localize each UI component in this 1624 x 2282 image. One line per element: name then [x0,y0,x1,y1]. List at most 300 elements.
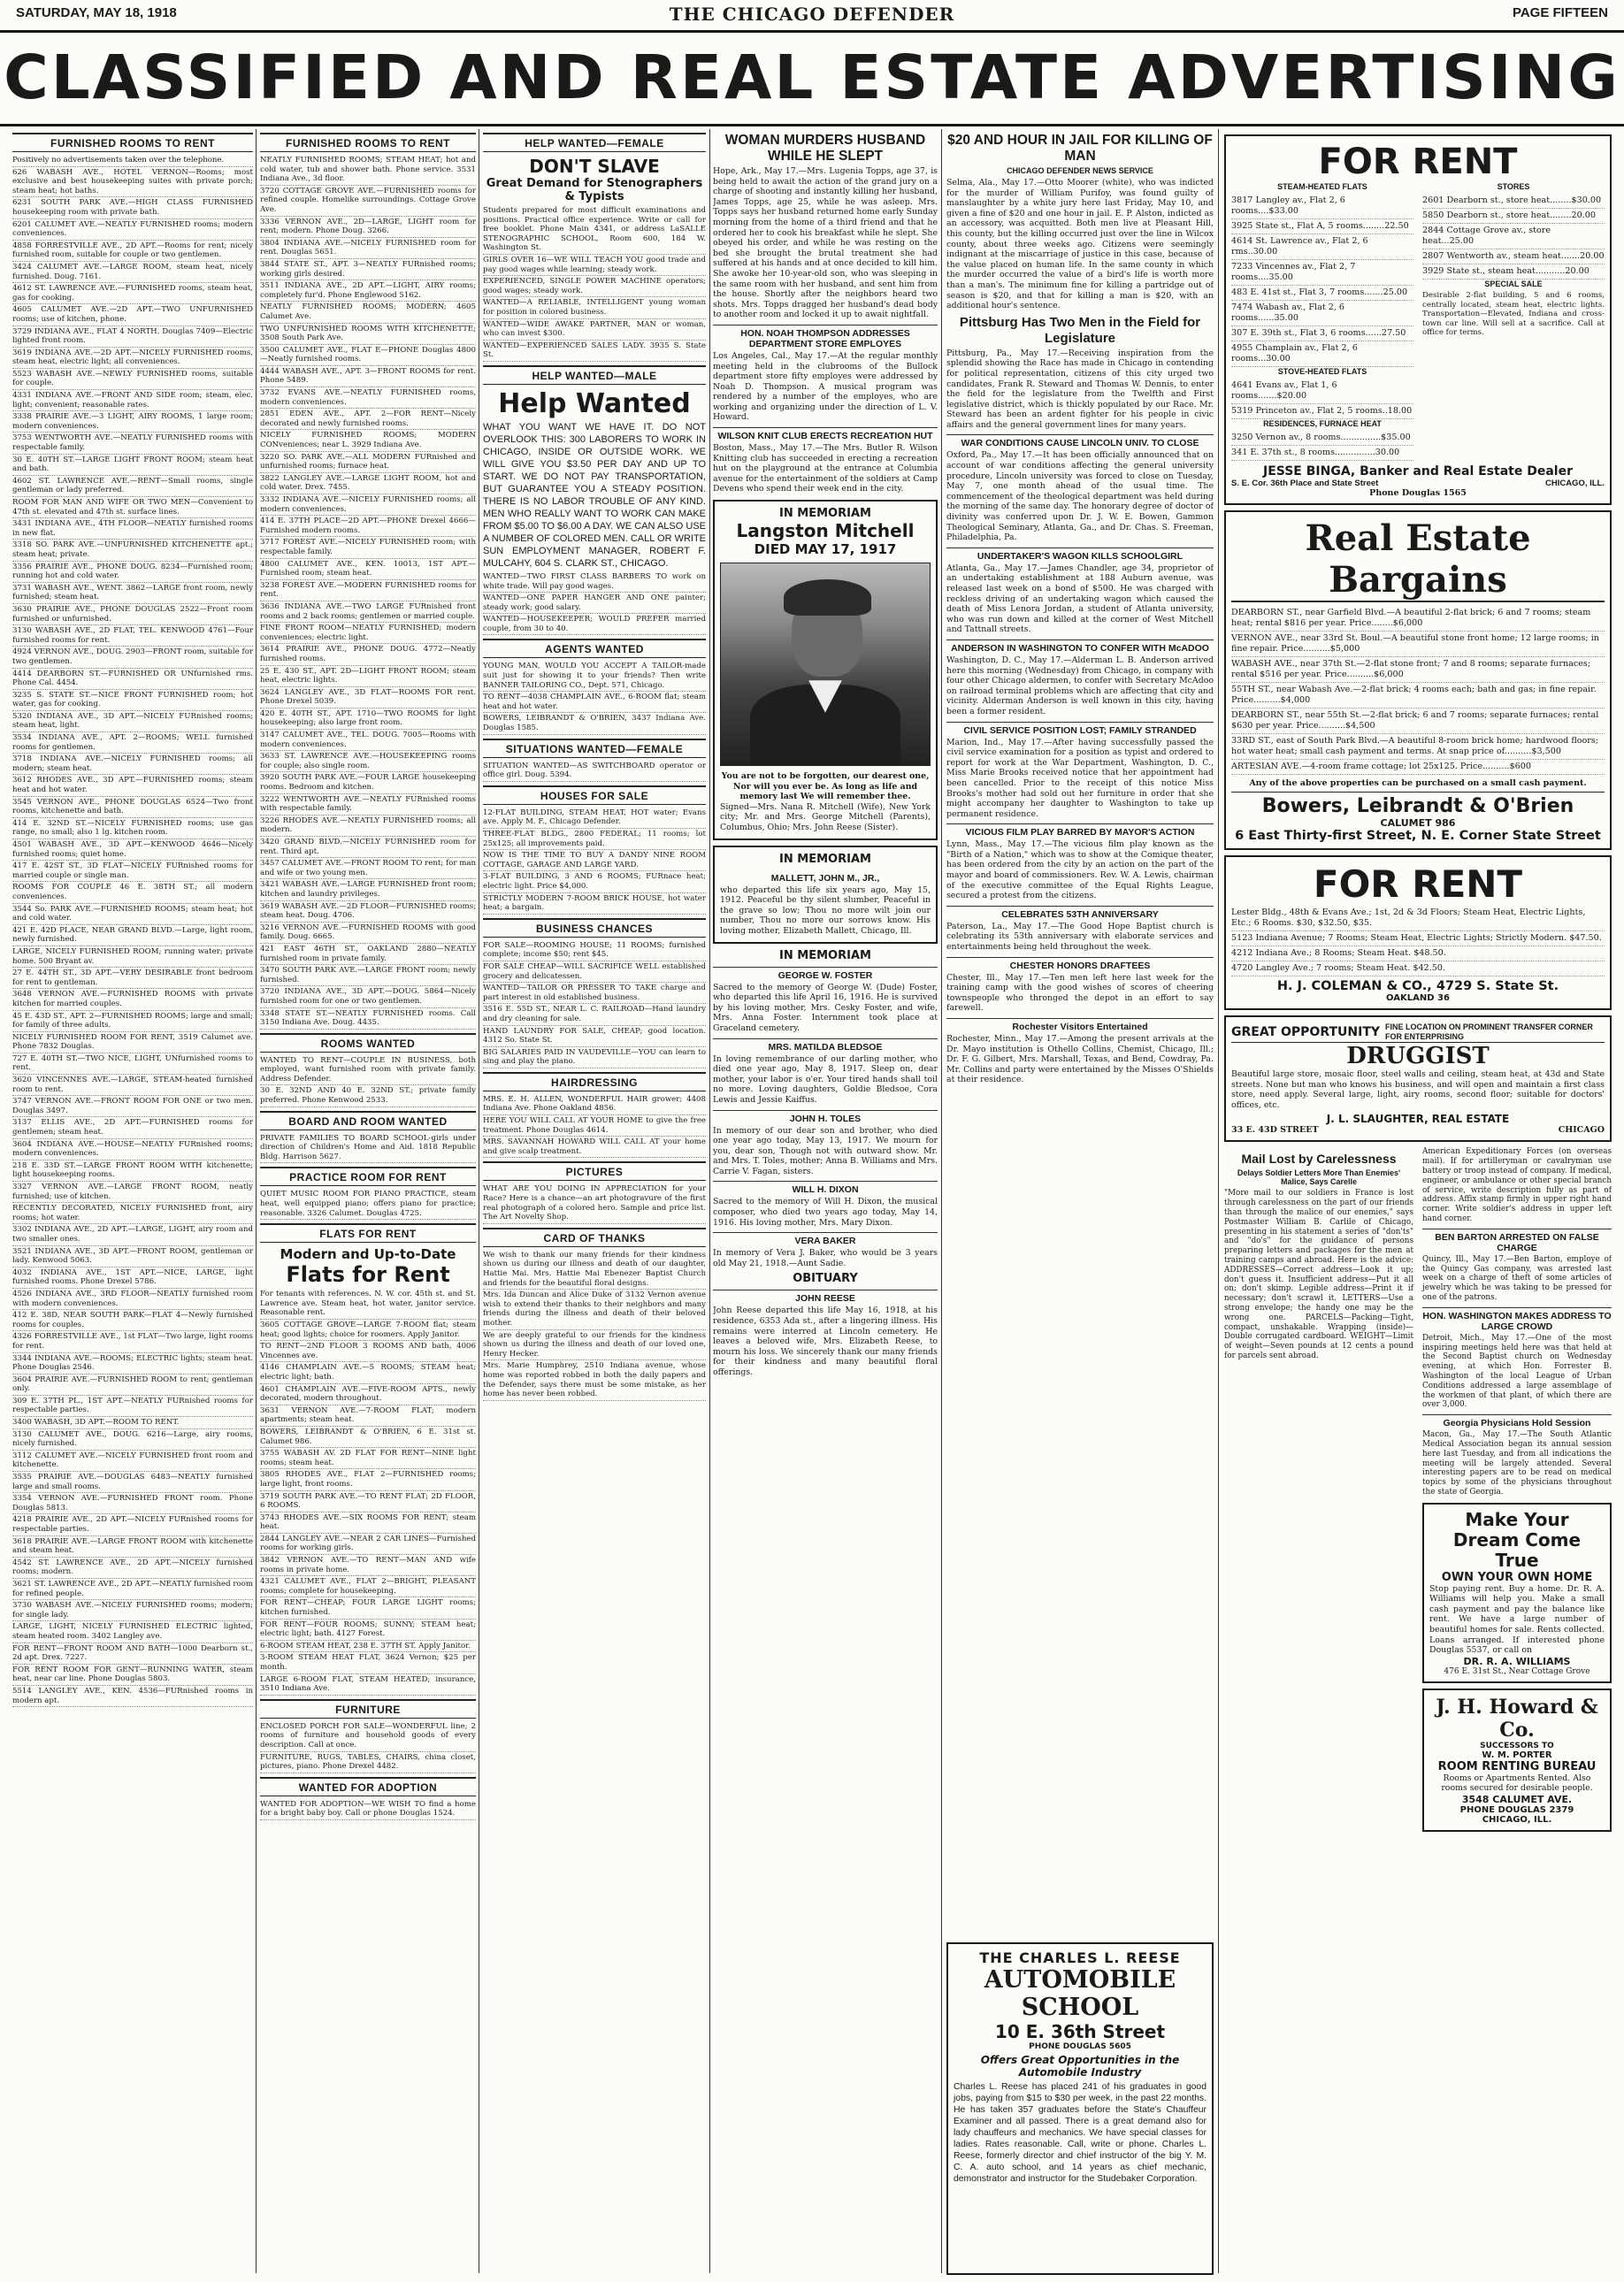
classified-ad: 4146 CHAMPLAIN AVE.—5 ROOMS; STEAM heat; electric light; bath. [260,1363,476,1383]
column-furnished-rooms-2 [260,129,476,2278]
auto-school-ad [946,1942,1214,2275]
classified-ad: 3630 PRAIRIE AVE., PHONE DOUGLAS 2522—Front room furnished or unfurnished. [12,605,253,625]
section-heading: BUSINESS CHANCES [483,918,706,938]
classified-ad: Positively no advertisements taken over the telephone. [12,156,253,167]
classified-ad: 3720 COTTAGE GROVE AVE.—FURNISHED rooms for refined couple. Homelike surroundings. Cottage Grove Ave. [260,187,476,217]
memoriam-body: In loving remembrance of our darling mother, who died one year ago, May 8, 1917. Sleep on, dear mother, your labor is o'er. Your tired hands shall toil no more. Loving daughters, Goldie Bledsoe, Cora Lewis and Jessie Kaiffus. [713,1053,938,1105]
classified-ad: 3431 INDIANA AVE., 4TH FLOOR—NEATLY furnished rooms in new flat. [12,519,253,540]
story-headline: CHESTER HONORS DRAFTEES [946,957,1214,971]
classified-ad: 414 E. 37TH PLACE—2D APT.—PHONE Drexel 4666—Furnished modern rooms. [260,517,476,537]
classified-ad: 626 WABASH AVE., HOTEL VERNON—Rooms; most exclusive and best housekeeping suites with private porch; steam heat; hot baths. [12,168,253,198]
williams-home-ad [1422,1503,1612,1683]
story-body: Detroit, Mich., May 17.—One of the most inspiring meetings held here was that held at the Second Baptist church on Wednesday evening, at which Hon. Forrester B. Washington of the local League of Urban Conditions addressed a large assemblage of the workmen of that plant, of which there are over 3,000. [1422,1333,1612,1410]
story-headline: HON. WASHINGTON MAKES ADDRESS TO LARGE CROWD [1422,1307,1612,1332]
classified-ad: EXPERIENCED, SINGLE POWER MACHINE operators; good wages; steady work. [483,277,706,297]
classified-ad: BOWERS, LEIBRANDT & O'BRIEN, 3437 Indiana Ave. Douglas 1585. [483,714,706,734]
memoriam-body: In memory of Vera J. Baker, who would be 3 years old May 21, 1918.—Aunt Sadie. [713,1248,938,1268]
classified-ad: 3544 So. PARK AVE.—FURNISHED ROOMS; steam heat; hot and cold water. [12,905,253,925]
bargain-listing: 33RD ST., east of South Park Blvd.—A beautiful 8-room brick home; hardwood floors; hot water heat; small cash payment and terms. At snap price of..........$3,500 [1231,734,1605,760]
classified-ad: 3618 PRAIRIE AVE.—LARGE FRONT ROOM with kitchenette and steam heat. [12,1537,253,1558]
classified-ad: NEATLY FURNISHED ROOMS; MODERN; 4605 Calumet Ave. [260,302,476,323]
classified-ad: 3235 S. STATE ST.—NICE FRONT FURNISHED room; hot water, gas for cooking. [12,691,253,711]
classified-ad: 3130 WABASH AVE., 2D FLAT, TEL. KENWOOD 4761—Four furnished rooms for rent. [12,626,253,647]
classified-ad: 420 E. 40TH ST., APT. 1710—TWO ROOMS for light housekeeping; also large front room. [260,709,476,730]
rental-listing: 2844 Cottage Grove av., store heat...25.00 [1422,224,1605,249]
column-real-estate [1224,129,1612,2278]
classified-ad: 3302 INDIANA AVE., 2D APT.—LARGE, LIGHT, airy room and two smaller ones. [12,1225,253,1245]
auto-school-offers: Offers Great Opportunities in the Automobile Industry [980,2054,1180,2079]
classified-ad: NOW IS THE TIME TO BUY A DANDY NINE ROOM COTTAGE, GARAGE AND LARGE YARD. [483,851,706,871]
classified-ad: 5523 WABASH AVE.—NEWLY FURNISHED rooms, suitable for couple. [12,370,253,390]
classified-list [12,156,253,1707]
classified-ad: 3457 CALUMET AVE.—FRONT ROOM TO rent; for man and wife or two young men. [260,859,476,879]
header-rule [0,30,1624,33]
story-body: Selma, Ala., May 17.—Otto Moorer (white), who was indicted for the murder of William Purifoy, was found guilty of manslaughter by a white jury here last Friday, May 10, and given a fine of $20 and one hour in jail. E. P. Alston, indicted as an accessory, was acquitted. Both men live at Pleasant Hill, this county, but the killing occurred just over the line in Wilcox county, about three weeks ago. Citizens were seemingly indignant at the miscarriage of justice in this case, because of the value placed on human life. In the same county in which the murder occurred the value of a bird's life is worth more than a man's. The minimum fine for killing a partridge out of season is $20, and that for killing a man is $20, with an additional hour's sentence. [946,178,1214,311]
classified-ad: 3753 WENTWORTH AVE.—NEATLY FURNISHED rooms with respectable family. [12,433,253,454]
story-body: Marion, Ind., May 17.—After having successfully passed the civil service examination for a position as typist and ordered to report for work at the War Department, Washington, D. C., Miss Marie Brooks received notice that her appointment had been cancelled. Prior to the receipt of this notice Miss Brooks's mother had sold out her furniture in order that she might accompany her daughter to Washington to take up permanent residence. [946,737,1214,819]
card-of-thanks: Mrs. Marie Humphrey, 2510 Indiana avenue, whose home was reported robbed in both the daily papers and the Defender, says there must be some mistake, as her home has never been robbed. [483,1361,706,1400]
bargain-listing: WABASH AVE., near 37th St.—2-flat stone front; 7 and 8 rooms; separate furnaces; rental $516 per year. Price..........$6,000 [1231,657,1605,683]
story-body: Los Angeles, Cal., May 17.—At the regular monthly meeting held in the clubrooms of the Bullock department store fifty employes were addressed by Noah D. Thompson. A musical program was rendered by a number of the employes, who are working and organizing under the direction of L. V. Howard. [713,350,938,423]
classified-ad: STRICTLY MODERN 7-ROOM BRICK HOUSE, hot water heat; a bargain. [483,894,706,915]
story-headline: CELEBRATES 53TH ANNIVERSARY [946,906,1214,920]
classified-ad: GIRLS OVER 16—WE WILL TEACH YOU good trade and pay good wages while learning; steady work. [483,256,706,276]
classified-ad: 5320 INDIANA AVE., 3D APT.—NICELY FURnished rooms; steam heat, light. [12,712,253,732]
classified-ad: WANTED—HOUSEKEEPER; WOULD PREFER married couple, from 30 to 40. [483,615,706,635]
memoriam-body: Sacred to the memory of Will H. Dixon, the musical composer, who died two years ago today, May 14, 1916. His loving mother, Mrs. Mary Dixon. [713,1197,938,1228]
binga-city: CHICAGO, ILL. [1544,479,1605,488]
story-body: "More mail to our soldiers in France is lost through carelessness on the part of our friends than through the malice of our enemies," says Postmaster William B. Carlile of Chicago, presenting in his statement a series of "don'ts" and "do's" for the guidance of persons preparing letters and packages for the men at training camps and abroad. Here is the advice: ADDRESSES—Correct address—Look it up; don't guess it. Insufficient address—Put it all on; don't skimp. Legible address—Print it if necessary; don't scrawl it. LETTERS—Use a strong envelope; the handy one may be the wrong one. PARCELS—Packing—Tight, compact, unshakable. Wrapping (inside)—Double corrugated cardboard. WEIGHT—Limit of weight—Seven pounds at 12 cents a pound for parcels sent abroad. [1224,1189,1413,1360]
classified-list [483,762,706,782]
rental-listing: 341 E. 37th st., 8 rooms...............30.00 [1231,446,1413,461]
classified-ad: WANTED—WIDE AWAKE PARTNER, MAN or woman, who can invest $300. [483,320,706,341]
classified-list [483,808,706,915]
classified-ad: 727 E. 40TH ST.—TWO NICE, LIGHT, UNfurnished rooms to rent. [12,1054,253,1075]
classified-ad: 3633 ST. LAWRENCE AVE.—HOUSEKEEPING rooms for couple; also single room. [260,752,476,772]
classified-ad: 3604 INDIANA AVE.—HOUSE—NEATLY FURnished rooms; modern conveniences. [12,1140,253,1160]
real-estate-bargains-ad [1224,510,1612,850]
memoriam-name: Langston Mitchell [736,520,915,542]
druggist-title: DRUGGIST [1346,1043,1490,1069]
classified-ad: 3717 FOREST AVE.—NICELY FURNISHED room; with respectable family. [260,538,476,558]
classified-ad: 3731 WABASH AVE., WENT. 3862—LARGE front room, newly furnished; steam heat. [12,584,253,604]
dont-slave-title: DON'T SLAVE [529,156,660,177]
classified-ad: WANTED—EXPERIENCED SALES LADY. 3935 S. State St. [483,341,706,362]
classified-ad: 4605 CALUMET AVE.—2D APT.—TWO UNFURNISHED rooms; use of kitchen, phone. [12,305,253,325]
classified-ad: 4326 FORRESTVILLE AVE., 1st FLAT—Two large, light rooms for rent. [12,1332,253,1352]
williams-address: 476 E. 31st St., Near Cottage Grove [1444,1666,1590,1676]
classified-ad: MRS. E. H. ALLEN, WONDERFUL HAIR grower; 4408 Indiana Ave. Phone Oakland 4856. [483,1095,706,1115]
story-headline: Georgia Physicians Hold Session [1422,1414,1612,1428]
bargain-listing: VERNON AVE., near 33rd St. Boul.—A beautiful stone front home; 12 large rooms; in fine repair. Price..........$5,000 [1231,632,1605,657]
classified-ad: 3336 VERNON AVE., 2D—LARGE, LIGHT room for rent; modern. Phone Doug. 3266. [260,218,476,238]
classified-list [483,941,706,1068]
classified-ad: ROOM FOR MAN AND WIFE OR TWO MEN—Convenient to 47th st. elevated and 47th st. surface lines. [12,498,253,518]
memoriam-signed: Signed—Mrs. Nana R. Mitchell (Wife), New York city; Mr. and Mrs. George Mitchell (Parents), Columbus, Ohio; Mrs. John Reese (Sister). [720,801,931,832]
classified-ad: 3534 INDIANA AVE., APT. 2—ROOMS; WELL furnished rooms for gentlemen. [12,733,253,754]
classified-ad: 3535 PRAIRIE AVE.—DOUGLAS 6483—NEATLY furnished large and small rooms. [12,1473,253,1493]
classified-ad: 3318 SO. PARK AVE.—UNFURNISHED KITCHENETTE apt.; steam heat; private. [12,540,253,561]
column-divider [709,129,710,2273]
classified-ad: 421 E. 42D PLACE, NEAR GRAND BLVD.—Large, light room, newly furnished. [12,926,253,946]
listing-list [1231,379,1413,419]
flats-display-line: Modern and Up-to-Date [280,1246,456,1263]
classified-ad: 3718 INDIANA AVE.—NICELY FURNISHED rooms; all modern; steam heat. [12,754,253,775]
bargains-title: Real Estate Bargains [1231,517,1605,602]
classified-list [260,1134,476,1164]
classified-ad: FOR RENT ROOM FOR GENT—RUNNING WATER, steam heat, near car line. Phone Douglas 5803. [12,1666,253,1686]
rental-listing: 5123 Indiana Avenue; 7 Rooms; Steam Heat, Electric Lights; Strictly Modern. $47.50. [1231,931,1605,946]
classified-ad: YOUNG MAN, WOULD YOU ACCEPT A TAILOR-made suit just for showing it to your friends? Then write BANNER TAILORING CO., Dept. 571, Chicago. [483,662,706,692]
classified-ad: 4858 FORRESTVILLE AVE., 2D APT.—Rooms for rent; nicely furnished room, suitable for couple or two gentlemen. [12,241,253,262]
classified-ad: 3732 EVANS AVE.—NEATLY FURNISHED rooms, modern conveniences. [260,388,476,409]
section-heading: HELP WANTED—MALE [483,365,706,385]
story-body: Macon, Ga., May 17.—The South Atlantic Medical Association began its annual session here last Tuesday, and from all indications the meeting will be largely attended. Several interesting papers are to be read on medical topics by some of the physicians throughout the state of Georgia. [1422,1430,1612,1497]
bargain-listing: 55TH ST., near Wabash Ave.—2-flat brick; 4 rooms each; bath and gas; in fine repair. Price..........$4,000 [1231,683,1605,708]
listing-list [1231,906,1605,976]
classified-ad: LARGE 6-ROOM FLAT, STEAM HEATED; insurance, 3510 Indiana Ave. [260,1675,476,1696]
slaughter-name: J. L. SLAUGHTER, REAL ESTATE [1326,1113,1510,1126]
howard-name: J. H. Howard & Co. [1436,1695,1598,1742]
column-help-wanted [483,129,706,2278]
special-sale-heading: SPECIAL SALE [1484,280,1543,288]
classified-ad: 3112 CALUMET AVE.—NICELY FURNISHED front room and kitchenette. [12,1451,253,1472]
classified-ad: 3729 INDIANA AVE., FLAT 4 NORTH. Douglas 7409—Electric lighted front room. [12,327,253,348]
classified-ad: FOR SALE CHEAP—WILL SACRIFICE WELL established grocery and delicatessen. [483,962,706,983]
rental-listing: 2601 Dearborn st., store heat........$30.00 [1422,194,1605,209]
page-header [0,0,1624,30]
story-headline: WOMAN MURDERS HUSBAND WHILE HE SLEPT [724,133,926,164]
classified-list [483,1095,706,1159]
bargain-listing: ARTESIAN AVE.—4-room frame cottage; lot 25x125. Price..........$600 [1231,760,1605,775]
classified-ad: PRIVATE FAMILIES TO BOARD SCHOOL-girls under direction of Children's Home and Aid. 1818 Republic Bldg. Harrison 5627. [260,1134,476,1164]
rental-listing: 3929 State st., steam heat...........20.00 [1422,264,1605,280]
classified-ad: 3648 VERNON AVE.—FURNISHED ROOMS with private kitchen for married couples. [12,990,253,1010]
rental-listing: 3817 Langley av., Flat 2, 6 rooms....$33.00 [1231,194,1413,219]
memoriam-name: JOHN H. TOLES [713,1110,938,1124]
classified-ad: FURNITURE, RUGS, TABLES, CHAIRS, china closet, pictures, piano. Phone Drexel 4482. [260,1753,476,1773]
rental-listing: 5850 Dearborn st., store heat........20.00 [1422,209,1605,224]
for-rent-title: FOR RENT [1313,862,1523,906]
listing-list [1231,431,1413,461]
howard-city: CHICAGO, ILL. [1482,1815,1552,1826]
classified-ad: 3521 INDIANA AVE., 3D APT.—FRONT ROOM, gentleman or lady. Kenwood 5063. [12,1247,253,1267]
dream-title: Make Your Dream Come True [1452,1508,1582,1571]
card-of-thanks: We wish to thank our many friends for their kindness shown us during our illness and death of our daughter, Hattie Mai. Mrs. Hattie Mai Ebenezer Baptist Church and friends for the beautiful floral designs. [483,1251,706,1290]
classified-ad: 45 E. 43D ST., APT. 2—FURNISHED ROOMS; large and small; for family of three adults. [12,1012,253,1032]
section-heading: HOUSES FOR SALE [483,785,706,805]
classified-ad: 421 EAST 46TH ST., OAKLAND 2880—NEATLY furnished room in private family. [260,945,476,965]
story-headline: ANDERSON IN WASHINGTON TO CONFER WITH McADOO [946,639,1214,654]
classified-ad: RECENTLY DECORATED, NICELY FURNISHED front, airy rooms; hot water. [12,1204,253,1224]
story-body: Paterson, La., May 17.—The Good Hope Baptist church is celebrating its 53th anniversary with elaborate services and entertainments being held throughout the week. [946,921,1214,953]
classified-ad: 3516 E. 55D ST., NEAR L. C. RAILROAD—Hand laundry and dry cleaning for sale. [483,1005,706,1025]
classified-ad: 5514 LANGLEY AVE., KEN. 4536—FURnished rooms in modern apt. [12,1687,253,1707]
classified-ad: 3348 STATE ST.—NEATLY FURNISHED rooms. Call 3150 Indiana Ave. Doug. 4435. [260,1009,476,1030]
classified-ad: 3400 WABASH, 3D APT.—ROOM TO RENT. [12,1418,253,1429]
memoriam-heading: IN MEMORIAM [779,852,871,866]
section-heading: CARD OF THANKS [483,1228,706,1247]
story-body: Washington, D. C., May 17.—Alderman L. B. Anderson arrived here this morning (Wednesday) from Chicago, in company with four other Chicago aldermen, to confer with Secretary McAdoo on railroad terminal problems which are affecting that city and vicinity. Alderman Anderson is well known in this city, having been a former resident. [946,655,1214,716]
dont-slave-subtitle: Great Demand for Stenographers & Typists [486,177,703,203]
rental-listing: 7233 Vincennes av., Flat 2, 7 rooms....35.00 [1231,260,1413,286]
classified-list [483,1184,706,1223]
classified-ad: 25 E. 430 ST., APT. 2D—LIGHT FRONT ROOM; steam heat, electric lights. [260,667,476,687]
classified-ad: 412 E. 38D, NEAR SOUTH PARK—FLAT 4—Newly furnished rooms for couples. [12,1311,253,1331]
memoriam-mitchell [713,500,938,840]
rental-listing: 3250 Vernon av., 8 rooms...............$35.00 [1231,431,1413,446]
classified-ad: WANTED—TWO FIRST CLASS BARBERS TO work on white trade. Will pay good wages. [483,572,706,593]
rental-listing: 2807 Wentworth av., steam heat.......20.00 [1422,249,1605,264]
auto-school-address: 10 E. 36th Street [994,2021,1166,2042]
classified-ad: 6201 CALUMET AVE.—NEATLY FURNISHED rooms; modern conveniences. [12,220,253,241]
auto-school-phone: PHONE DOUGLAS 5605 [1029,2042,1131,2051]
classified-ad: 218 E. 33D ST.—LARGE FRONT ROOM WITH kitchenette; light housekeeping rooms. [12,1161,253,1182]
howard-renting-ad [1422,1689,1612,1832]
classified-list [260,1722,476,1773]
rental-listing: 7474 Wabash av., Flat 2, 6 rooms......35.00 [1231,301,1413,326]
obituary-body: John Reese departed this life May 16, 1918, at his residence, 6353 Ada st., after a lingering illness. His remains were interred at Lincoln cemetery. He leaves a beloved wife, Mrs. Elizabeth Reese, to mourn his loss. We sincerely thank our many friends for their kindness and many beautiful floral offerings. [713,1306,938,1377]
column-divider [256,129,257,2273]
card-of-thanks: We are deeply grateful to our friends for the kindness shown us during the illness and death of our loved one, Henry Hecker. [483,1331,706,1361]
dream-body: Stop paying rent. Buy a home. Dr. R. A. Williams will help you. Make a small cash payment and pay the balance like rent. We have a large number of beautiful homes for sale. Rents collected. Loans arranged. If interested phone Douglas 5537, or call on [1429,1583,1605,1656]
classified-ad: 3805 RHODES AVE., FLAT 2—FURNISHED rooms; large light, front rooms. [260,1470,476,1490]
section-heading: PRACTICE ROOM FOR RENT [260,1167,476,1186]
classified-ad: HAND LAUNDRY FOR SALE, CHEAP; good location. 4312 So. State St. [483,1027,706,1047]
rental-listing: 4720 Langley Ave.; 7 rooms; Steam Heat. $42.50. [1231,961,1605,976]
stenography-ad: Students prepared for most difficult examinations and positions. Practical office experience. Write or call for free booklet. Phone Main 4341, or address LaSALLE STENOGRAPHIC SCHOOL, Room 600, 184 W. Washington St. [483,206,706,255]
obituary-name: JOHN REESE [713,1290,938,1304]
classified-ad: 3604 PRAIRIE AVE.—FURNISHED ROOM to rent; gentleman only. [12,1375,253,1396]
classified-ad: 3624 LANGLEY AVE., 3D FLAT—ROOMS FOR rent. Phone Drexel 5039. [260,688,476,708]
williams-name: DR. R. A. WILLIAMS [1463,1655,1571,1667]
binga-for-rent-ad [1224,134,1612,505]
story-body: Rochester, Minn., May 17.—Among the present arrivals at the Dr. Mayo institution is Othello Collins, Chemist, Chicago, Ill.; Dr. F. G. Gilbert, Mrs. Marshall, Texas, and Bend, Cowdray, Pa. Mr. Collins and party were entertained by the Misses O'Shields at their residence. [946,1034,1214,1085]
classified-ad: WANTED—ONE PAPER HANGER AND ONE painter; steady work; good salary. [483,593,706,614]
paper-name: THE CHICAGO DEFENDER [669,4,955,25]
classified-ad: TWO UNFURNISHED ROOMS WITH KITCHENETTE; 3508 South Park Ave. [260,325,476,345]
memoriam-poem: You are not to be forgotten, our dearest one, Nor will you ever be. As long as life and memory last We will remember thee. [721,771,930,802]
classified-ad: 3844 STATE ST., APT. 3—NEATLY FURnished rooms; working girls desired. [260,260,476,280]
story-body: Pittsburg, Pa., May 17.—Receiving inspiration from the splendid showing the Race has made in Chicago in contending for political representation, citizens of this city urged two candidates, Frank R. Steward and Thomas W. Dennis, to enter the field for the legislature from the Twelfth and First legislative district, which is thickly populated by our Race. Mr. Steward has been an ardent fighter for his people in civic affairs and the general government lines for many years. [946,348,1214,430]
classified-ad: 4800 CALUMET AVE., KEN. 10013, 1ST APT.—Furnished room; steam heat. [260,560,476,580]
classified-ad: QUIET MUSIC ROOM FOR PIANO PRACTICE, steam heat, well equipped piano; offers piano for practice; reasonable. 3326 Calumet. Douglas 4725. [260,1190,476,1220]
story-headline: Mail Lost by Carelessness [1241,1152,1397,1167]
blo-name: Bowers, Leibrandt & O'Brien [1231,792,1605,817]
classified-ad: 4612 ST. LAWRENCE AVE.—FURNISHED rooms, steam heat, gas for cooking. [12,284,253,304]
classified-ad: 3327 VERNON AVE.—LARGE FRONT ROOM, neatly furnished; use of kitchen. [12,1183,253,1203]
story-headline: WAR CONDITIONS CAUSE LINCOLN UNIV. TO CLOSE [946,434,1214,448]
classified-ad: 3420 GRAND BLVD.—NICELY FURNISHED room for rent. Third apt. [260,838,476,858]
classified-ad: 3147 CALUMET AVE., TEL. DOUG. 7005—Rooms with modern conveniences. [260,731,476,751]
binga-phone: Phone Douglas 1565 [1369,488,1467,498]
classified-ad: WANTED—A RELIABLE, INTELLIGENT young woman for position in colored business. [483,298,706,318]
story-body: Boston, Mass., May 17.—The Mrs. Butler R. Wilson Knitting club has succeeded in erecting a recreation hut on the playground at the entrance at Columbia avenue for the entertainment of the soldiers at Camp Devens who spend their week end in the city. [713,443,938,494]
classified-ad: 3511 INDIANA AVE., 2D APT.—LIGHT, AIRY rooms; completely fur'd. Phone Englewood 5162. [260,281,476,302]
memoriam-name: WILL H. DIXON [713,1181,938,1195]
classified-ad: 4542 ST. LAWRENCE AVE., 2D APT.—NICELY furnished rooms; modern. [12,1558,253,1579]
classified-ad: 3804 INDIANA AVE.—NICELY FURNISHED room for rent. Douglas 5651. [260,239,476,259]
memoriam-body: Sacred to the memory of George W. (Dude) Foster, who departed this life April 16, 1916. He is survived by his loving mother, Mrs. Cesky Foster, and wife, Mrs. Anna Foster. Internment took place at Graceland cemetery. [713,982,938,1033]
listing-list [1231,194,1413,367]
story-headline: WILSON KNIT CLUB ERECTS RECREATION HUT [713,427,938,441]
classified-ad: 4331 INDIANA AVE.—FRONT AND SIDE room; steam, elec. light; convenient; reasonable rates. [12,391,253,411]
news-service-credit: CHICAGO DEFENDER NEWS SERVICE [1007,166,1153,175]
druggist-opportunity-ad [1224,1015,1612,1142]
classified-ad: 4602 ST. LAWRENCE AVE.—RENT—Small rooms, single gentleman or lady preferred. [12,477,253,497]
classified-ad: 3500 CALUMET AVE., FLAT E—PHONE Douglas 4800—Neatly furnished rooms. [260,346,476,366]
section-heading: WANTED FOR ADOPTION [260,1777,476,1796]
classified-ad: BOWERS, LEIBRANDT & O'BRIEN, 6 E. 31st st. Calumet 986. [260,1428,476,1448]
classified-ad: 3137 ELLIS AVE., 2D APT.—FURNISHED rooms for gentlemen; steam heat. [12,1118,253,1138]
coleman-phone: OAKLAND 36 [1386,993,1450,1003]
memoriam-heading: IN MEMORIAM [779,948,871,962]
listing-list [1422,194,1605,280]
howard-successors: SUCCESSORS TO [1480,1741,1554,1750]
blo-phone: CALUMET 986 [1380,817,1456,829]
classified-ad: 6231 SOUTH PARK AVE.—HIGH CLASS FURNISHED housekeeping room with private bath. [12,198,253,218]
classified-ad: 3130 CALUMET AVE., DOUG. 6216—Large, airy rooms, nicely furnished. [12,1430,253,1451]
stove-heading: STOVE-HEATED FLATS [1277,367,1367,376]
memoriam-mallett [713,846,938,944]
page-banner: CLASSIFIED AND REAL ESTATE ADVERTISING [4,42,1620,113]
classified-list [260,1800,476,1820]
classified-ad: 3332 INDIANA AVE.—NICELY FURNISHED rooms; all modern conveniences. [260,495,476,516]
classified-ad: 3822 LANGLEY AVE.—LARGE LIGHT ROOM, hot and cold water. Drex. 7455. [260,474,476,494]
classified-ad: 12-FLAT BUILDING, STEAM HEAT, HOT water; Evans ave. Apply M. F., Chicago Defender. [483,808,706,829]
memoriam-heading: IN MEMORIAM [779,507,871,521]
classified-list [483,662,706,734]
classified-ad: SITUATION WANTED—AS SWITCHBOARD operator or office girl. Doug. 5394. [483,762,706,782]
classified-ad: 3920 SOUTH PARK AVE.—FOUR LARGE housekeeping rooms. Bedroom and kitchen. [260,773,476,793]
flats-display-title: Flats for Rent [286,1262,450,1288]
page-number: PAGE FIFTEEN [1512,5,1608,20]
classified-ad: 3421 WABASH AVE.—LARGE FURNISHED front room; kitchen and laundry privileges. [260,880,476,900]
classified-ad: 3424 CALUMET AVE.—LARGE ROOM, steam heat, nicely furnished. Doug. 7161. [12,263,253,283]
story-headline: CIVIL SERVICE POSITION LOST; FAMILY STRANDED [946,722,1214,736]
blo-address: 6 East Thirty-first Street, N. E. Corner State Street [1235,829,1601,843]
stores-heading: STORES [1497,182,1530,191]
column-furnished-rooms-1 [12,129,253,2278]
classified-ad: 3612 RHODES AVE., 3D APT.—FURNISHED rooms; steam heat and hot water. [12,776,253,796]
bargain-listing: DEARBORN ST., near 55th St.—2-flat brick; 6 and 7 rooms; separate furnaces; rental $630 per year. Price..........$4,500 [1231,708,1605,734]
rental-listing: 4614 St. Lawrence av., Flat 2, 6 rms..30.00 [1231,234,1413,260]
classified-ad: 4218 PRAIRIE AVE., 2D APT.—NICELY FURnished rooms for respectable parties. [12,1515,253,1535]
column-news-memorials [713,129,938,2278]
story-body: Atlanta, Ga., May 17.—James Chandler, age 34, proprietor of an undertaking establishment at 188 Auburn avenue, was released last week on a bond of $500. He was charged with reckless driving of an undertaking wagon which caused the death of Miss Lenora Jordan, a student of Atlanta university, who was run down and killed at the corner of West Mitchell and Tattnall streets. [946,563,1214,635]
classified-ad: 4601 CHAMPLAIN AVE.—FIVE-ROOM APTS., newly decorated, modern throughout. [260,1385,476,1405]
classified-list [483,256,706,362]
auto-school-name-line2: AUTOMOBILE SCHOOL [984,1966,1176,2021]
classified-ad: 4526 INDIANA AVE., 3RD FLOOR—NEATLY furnished room with modern conveniences. [12,1290,253,1310]
classified-ad: 4321 CALUMET AVE., FLAT 2—BRIGHT, PLEASANT rooms; complete for housekeeping. [260,1577,476,1597]
memoriam-name: MALLETT, JOHN M., JR., [770,872,880,884]
story-body: Chester, Ill., May 17.—Ten men left here last week for the training camp with the good wishes of scores of cheering townspeople who thronged the depot in an effort to say farewell. [946,972,1214,1014]
portrait-photo [720,563,931,766]
classified-ad: 4444 WABASH AVE., APT. 3—FRONT ROOMS for rent. Phone 5489. [260,367,476,387]
issue-date: SATURDAY, MAY 18, 1918 [16,5,177,20]
classified-ad: WANTED TO RENT—COUPLE IN BUSINESS, both employed, want furnished room with private family. Address Defender. [260,1056,476,1086]
section-heading: FLATS FOR RENT [260,1223,476,1243]
classified-ad: LARGE, NICELY FURNISHED ROOM; running water; private home. 500 Bryant av. [12,947,253,968]
classified-ad: FOR RENT—CHEAP; FOUR LARGE LIGHT rooms; kitchen furnished. [260,1598,476,1619]
classified-ad: 3636 INDIANA AVE.—TWO LARGE FURnished front rooms and 2 back rooms; gentlemen or married couple. [260,602,476,623]
classified-ad: 3755 WABASH AV. 2D FLAT FOR RENT—NINE light rooms; steam heat. [260,1449,476,1469]
rental-listing: Lester Bldg., 48th & Evans Ave.; 1st, 2d & 3d Floors; Steam Heat, Electric Lights, Etc.; 6 Rooms. $30, $32.50, $35. [1231,906,1605,931]
story-body: Hope, Ark., May 17.—Mrs. Lugenia Topps, age 37, is being held to await the action of the grand jury on a charge of shooting and instantly killing her husband, James Topps, age 25, while he was asleep. Mrs. Topps says her husband returned home early Sunday morning from the home of a third friend and that he ordered her to cook his breakfast while he slept. She obeyed his order, and while he was resting on the bed she brought the brutal treatment she had suffered at his hands and at once decided to kill him. She awoke her 10-year-old son, who was sleeping in the same room with her husband, and sent him from the house. Shortly after the neighbors heard two shots. Mrs. Topps dragged her husband's dead body to another room and locked it up to await nightfall. [713,166,938,320]
classified-ad: 4032 INDIANA AVE., 1ST APT.—NICE, LARGE, light furnished rooms. Phone Drexel 5786. [12,1268,253,1289]
classified-ad: 3719 SOUTH PARK AVE.—TO RENT FLAT; 2D FLOOR, 6 ROOMS. [260,1492,476,1512]
classified-ad: 3470 SOUTH PARK AVE.—LARGE FRONT room; newly furnished. [260,966,476,986]
howard-previous: W. M. PORTER [1482,1750,1552,1760]
classified-ad: TO RENT—4038 CHAMPLAIN AVE., 6-ROOM flat; steam heat and hot water. [483,693,706,713]
memoriam-body: who departed this life six years ago, May 15, 1912. Peaceful be thy silent slumber, Peaceful in the grave so low; Thou no more wilt join our number, Thou no more our sorrows know. His loving mother, Elizabeth Mallett, Chicago, Ill. [720,884,931,936]
classified-ad: WANTED FOR ADOPTION—WE WISH TO find a home for a bright baby boy. Call or phone Douglas 1524. [260,1800,476,1820]
special-sale-body: Desirable 2-flat building, 5 and 6 rooms, centrally located, steam heat, electric lights. Transportation—Elevated, Indiana and cross-town car line. Will sell at a sacrifice. Call at office for terms. [1422,291,1605,338]
classified-list [260,1190,476,1220]
binga-name: JESSE BINGA, Banker and Real Estate Dealer [1263,464,1573,479]
bargains-note: Any of the above properties can be purchased on a small cash payment. [1249,778,1587,788]
section-heading: SITUATIONS WANTED—FEMALE [483,739,706,758]
opportunity-body: Beautiful large store, mosaic floor, steel walls and ceiling, steam heat, at 43d and State streets. None but man who knows his business, and will open and maintain a first class store, need apply. Several large, light, airy rooms, second floor; suitable for doctors' offices, etc. [1231,1069,1605,1110]
classified-ad: 30 E. 40TH ST.—LARGE LIGHT FRONT ROOM; steam heat and bath. [12,456,253,476]
memoriam-date: DIED MAY 17, 1917 [754,541,897,558]
section-heading: HAIRDRESSING [483,1072,706,1091]
classified-ad: 4924 VERNON AVE., DOUG. 2903—FRONT room, suitable for two gentlemen. [12,647,253,668]
classified-ad: 3743 RHODES AVE.—SIX ROOMS FOR RENT; steam heat. [260,1513,476,1534]
classified-ad: 309 E. 37TH PL., 1ST APT.—NEATLY FURnished rooms for respectable parties. [12,1397,253,1417]
column-divider [941,129,942,2273]
banner-rule [0,124,1624,126]
classified-ad: THREE-FLAT BLDG., 2800 FEDERAL; 11 rooms; lot 25x125; all improvements paid. [483,830,706,850]
story-headline: BEN BARTON ARRESTED ON FALSE CHARGE [1422,1229,1612,1253]
classified-ad: 3605 COTTAGE GROVE—LARGE 7-ROOM flat; steam heat; good lights; choice for roomers. Apply Janitor. [260,1321,476,1341]
classified-ad: 3354 VERNON AVE.—FURNISHED FRONT room. Phone Douglas 5813. [12,1494,253,1514]
flats-heading: STEAM-HEATED FLATS [1277,182,1367,191]
memoriam-body: In memory of our dear son and brother, who died one year ago today, May 13, 1917. We mourn for you, dear son, Though not with outward show. Mr. and Mrs. T. Toles, mother; Anna B. Williams and Mrs. Carrie V. Fagan, sisters. [713,1125,938,1176]
classified-ad: NEATLY FURNISHED ROOMS; STEAM HEAT; hot and cold water, tub and shower bath. Phone service. 3531 Indiana Ave., 3d floor. [260,156,476,186]
bargain-list [1231,606,1605,775]
classified-ad: 3620 VINCENNES AVE.—LARGE, STEAM-heated furnished room to rent. [12,1076,253,1096]
classified-list [260,156,476,1030]
story-headline: VICIOUS FILM PLAY BARRED BY MAYOR'S ACTION [946,823,1214,838]
story-body: Lynn, Mass., May 17.—The vicious film play known as the "Birth of a Nation," which was to show at the Comique theater, has been ordered from the city by an action on the part of the mayor and board of commissioners. Rev. W. A. Lewis, chairman of the executive committee of the Equal Rights League, secured a protest from the citizens. [946,839,1214,901]
classified-ad: 3226 RHODES AVE.—NEATLY FURNISHED rooms; all modern. [260,816,476,837]
story-headline: $20 AND HOUR IN JAIL FOR KILLING OF MAN [947,133,1213,164]
classified-ad: HERE YOU WILL CALL AT YOUR HOME to give the free treatment. Phone Douglas 4614. [483,1116,706,1137]
story-headline: Pittsburg Has Two Men in the Field for Legislature [959,314,1201,346]
classified-ad: FINE FRONT ROOM—NEATLY FURNISHED; modern conveniences; electric light. [260,624,476,644]
card-of-thanks: Mrs. Ida Duncan and Alice Duke of 3132 Vernon avenue wish to extend their thanks to their neighbors and many friends during the illness and death of their beloved mother. [483,1290,706,1329]
classified-ad: WANTED—TAILOR OR PRESSER TO TAKE charge and part interest in old established business. [483,984,706,1004]
section-heading: AGENTS WANTED [483,639,706,658]
classified-ad: 4414 DEARBORN ST.—FURNISHED OR UNfurnished rms. Phone Cal. 4454. [12,670,253,690]
howard-bureau: ROOM RENTING BUREAU [1437,1759,1597,1773]
story-subheadline: Delays Soldier Letters More Than Enemies' Malice, Says Carelle [1237,1168,1401,1187]
classified-ad: 3621 ST. LAWRENCE AVE., 2D APT.—NEATLY furnished room for refined people. [12,1580,253,1600]
slaughter-address: 33 E. 43D STREET [1231,1125,1319,1136]
section-heading: HELP WANTED—FEMALE [483,133,706,152]
classified-ad: FOR RENT—FRONT ROOM AND BATH—1000 Dearborn st., 2d apt. Drex. 7227. [12,1644,253,1665]
classified-ad: 30 E. 32ND AND 40 E. 32ND ST.; private family preferred. Phone Kenwood 2533. [260,1086,476,1107]
obituary-heading: OBITUARY [793,1272,858,1286]
classified-ad: MRS. SAVANNAH HOWARD WILL CALL AT your home and give scalp treatment. [483,1137,706,1158]
coleman-for-rent-ad [1224,855,1612,1010]
classified-ad: 3216 VERNON AVE.—FURNISHED ROOMS with good family. Doug. 6665. [260,923,476,944]
coleman-name: H. J. COLEMAN & CO., 4729 S. State St. [1276,979,1559,993]
section-heading: FURNISHED ROOMS TO RENT [12,133,253,152]
classified-ad: 3238 FOREST AVE.—MODERN FURNISHED rooms for rent. [260,581,476,601]
